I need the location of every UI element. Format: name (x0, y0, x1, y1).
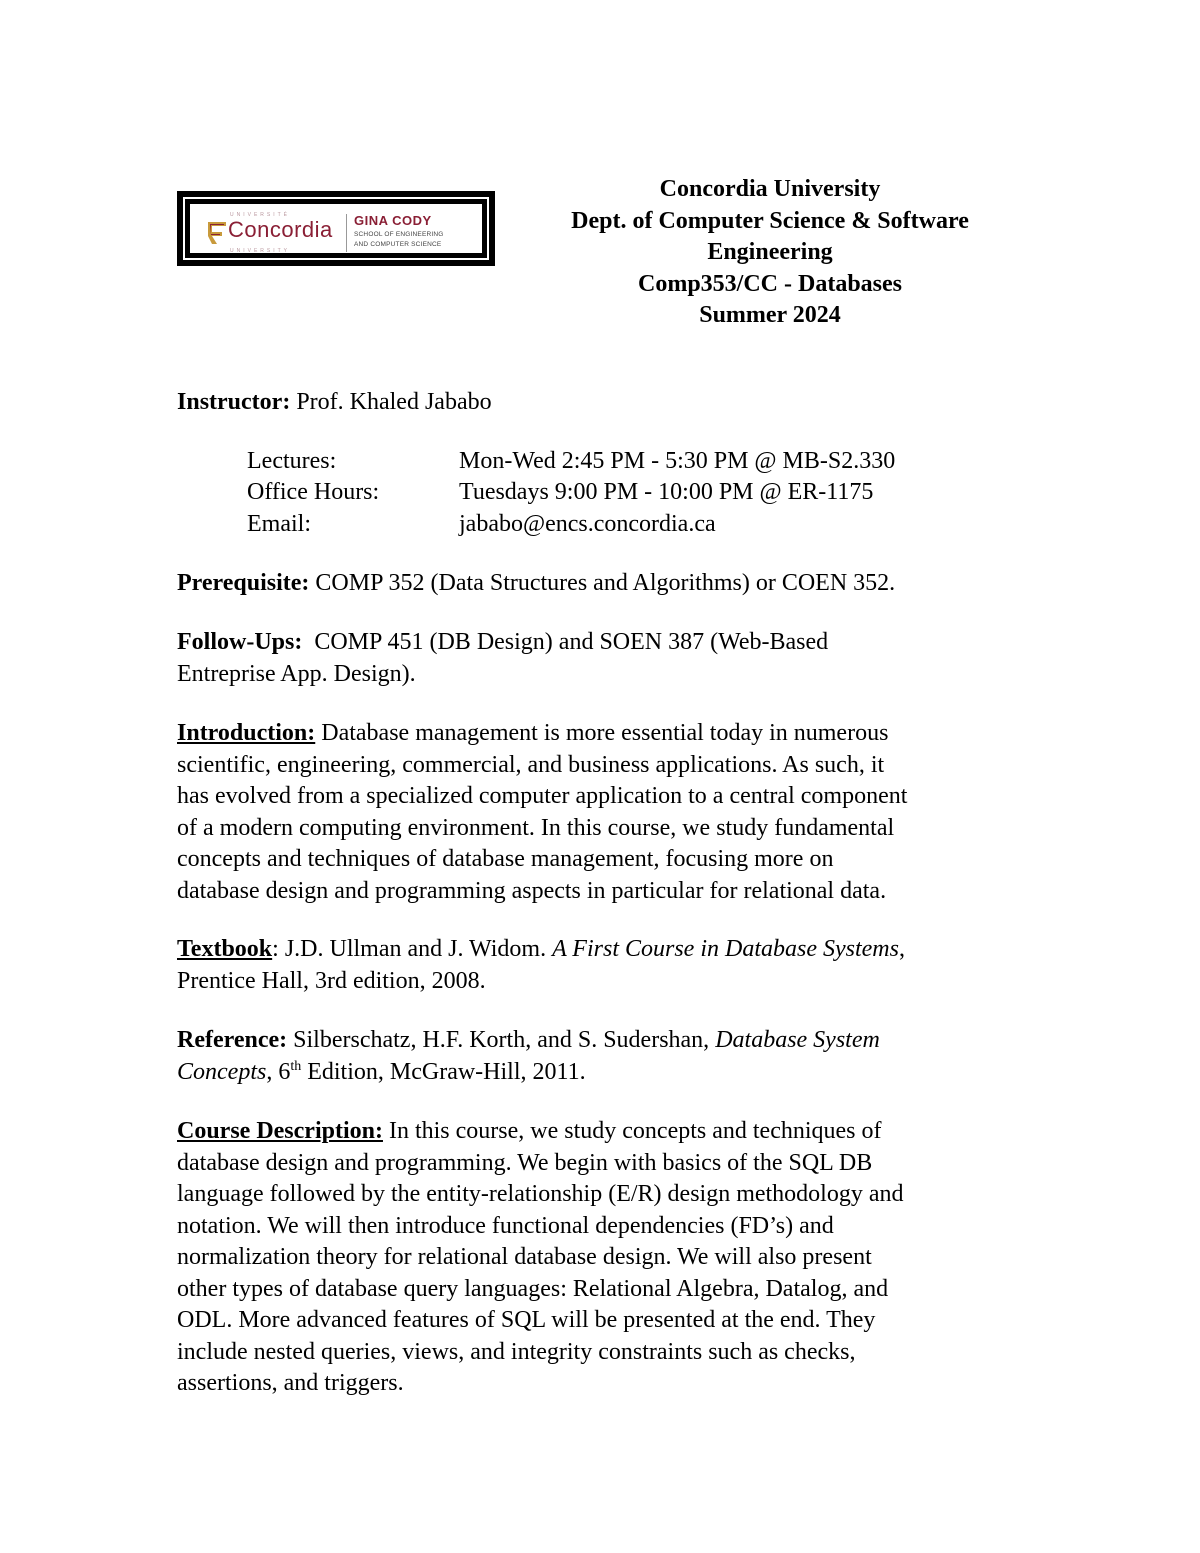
instructor-name: Prof. Khaled Jababo (290, 389, 492, 415)
course-header (520, 174, 1020, 332)
reference-title1: Database System (715, 1027, 880, 1053)
lectures-value: Mon-Wed 2:45 PM - 5:30 PM @ MB-S2.330 (459, 448, 896, 474)
introduction-line3: has evolved from a specialized computer application to a central component (177, 783, 908, 809)
followups-line2: Entreprise App. Design). (177, 660, 416, 687)
logo-university-bottom: UNIVERSITY (230, 248, 291, 254)
department-line1: Dept. of Computer Science & Software (571, 207, 969, 234)
course-description-line6: other types of database query languages: Relational Algebra, Datalog, and (177, 1275, 889, 1302)
introduction-line4: of a modern computing environment. In this course, we study fundamental (177, 814, 895, 841)
textbook-pre: : J.D. Ullman and J. Widom. (272, 936, 553, 962)
prerequisite-line (177, 568, 895, 600)
logo-university-top: UNIVERSITÉ (230, 212, 291, 218)
logo-divider (346, 214, 347, 252)
course-description-line3: language followed by the entity-relationship (E/R) design methodology and (177, 1181, 904, 1207)
office-hours-value: Tuesdays 9:00 PM - 10:00 PM @ ER-1175 (459, 479, 874, 505)
course-description-line7: ODL. More advanced features of SQL will be presented at the end. They (177, 1307, 876, 1333)
textbook-post: , (898, 936, 905, 962)
textbook-title: A First Course in Database Systems (552, 936, 899, 962)
office-hours-row (0, 477, 1200, 509)
lectures-label: Lectures: (247, 448, 337, 474)
logo-school-line2: AND COMPUTER SCIENCE (354, 241, 442, 248)
course-description-line1: In this course, we study concepts and techniques of (382, 1118, 882, 1144)
course-description-line8: include nested queries, views, and integrity constraints such as checks, (177, 1338, 856, 1365)
introduction-paragraph (177, 718, 1037, 907)
logo-school-line1: SCHOOL OF ENGINEERING (354, 231, 444, 238)
logo-inner-border (183, 197, 489, 260)
prerequisite-label: Prerequisite: (177, 570, 310, 596)
logo-wordmark: Concordia (228, 217, 333, 242)
followups-line1: COMP 451 (DB Design) and SOEN 387 (Web-Based (302, 629, 829, 655)
followups-paragraph (177, 627, 1037, 690)
reference-post: Edition, McGraw-Hill, 2011. (301, 1058, 586, 1085)
email-row (0, 509, 1200, 541)
reference-title2: Concepts (177, 1058, 267, 1085)
textbook-paragraph (177, 934, 1037, 997)
introduction-line6: database design and programming aspects in particular for relational data. (177, 877, 887, 904)
logo-background (190, 204, 482, 253)
course-description-label: Course Description: (177, 1118, 383, 1144)
concordia-logo (177, 191, 495, 266)
textbook-label: Textbook (177, 936, 273, 962)
prerequisite-text: COMP 352 (Data Structures and Algorithms) or COEN 352. (309, 570, 896, 596)
course-title: Comp353/CC - Databases (638, 270, 902, 297)
introduction-line2: scientific, engineering, commercial, and business applications. As such, it (177, 751, 885, 778)
followups-label: Follow-Ups: (177, 629, 303, 655)
reference-sup: th (290, 1058, 302, 1074)
concordia-emblem-icon (206, 220, 228, 246)
term: Summer 2024 (699, 302, 841, 328)
logo-school-name: GINA CODY (354, 213, 432, 228)
introduction-line1: Database management is more essential today in numerous (315, 720, 889, 746)
introduction-line5: concepts and techniques of database management, focusing more on (177, 846, 834, 872)
instructor-label: Instructor: (177, 389, 291, 415)
course-description-paragraph (177, 1116, 1037, 1400)
email-value: jababo@encs.concordia.ca (459, 511, 716, 537)
course-description-line5: normalization theory for relational database design. We will also present (177, 1244, 872, 1270)
course-description-line4: notation. We will then introduce functional dependencies (FD’s) and (177, 1212, 834, 1239)
course-description-line9: assertions, and triggers. (177, 1370, 404, 1396)
reference-pre: Silberschatz, H.F. Korth, and S. Sudershan, (287, 1027, 716, 1053)
instructor-line (177, 387, 492, 419)
introduction-label: Introduction: (177, 720, 316, 746)
reference-label: Reference: (177, 1027, 288, 1053)
email-label: Email: (247, 511, 311, 537)
textbook-line2: Prentice Hall, 3rd edition, 2008. (177, 967, 486, 994)
office-hours-label: Office Hours: (247, 479, 380, 505)
reference-paragraph (177, 1025, 1037, 1088)
course-description-line2: database design and programming. We begin with basics of the SQL DB (177, 1149, 873, 1176)
university-name: Concordia University (659, 176, 881, 202)
reference-mid: , 6 (266, 1058, 291, 1085)
department-line2: Engineering (707, 239, 833, 265)
lectures-row (0, 446, 1200, 478)
